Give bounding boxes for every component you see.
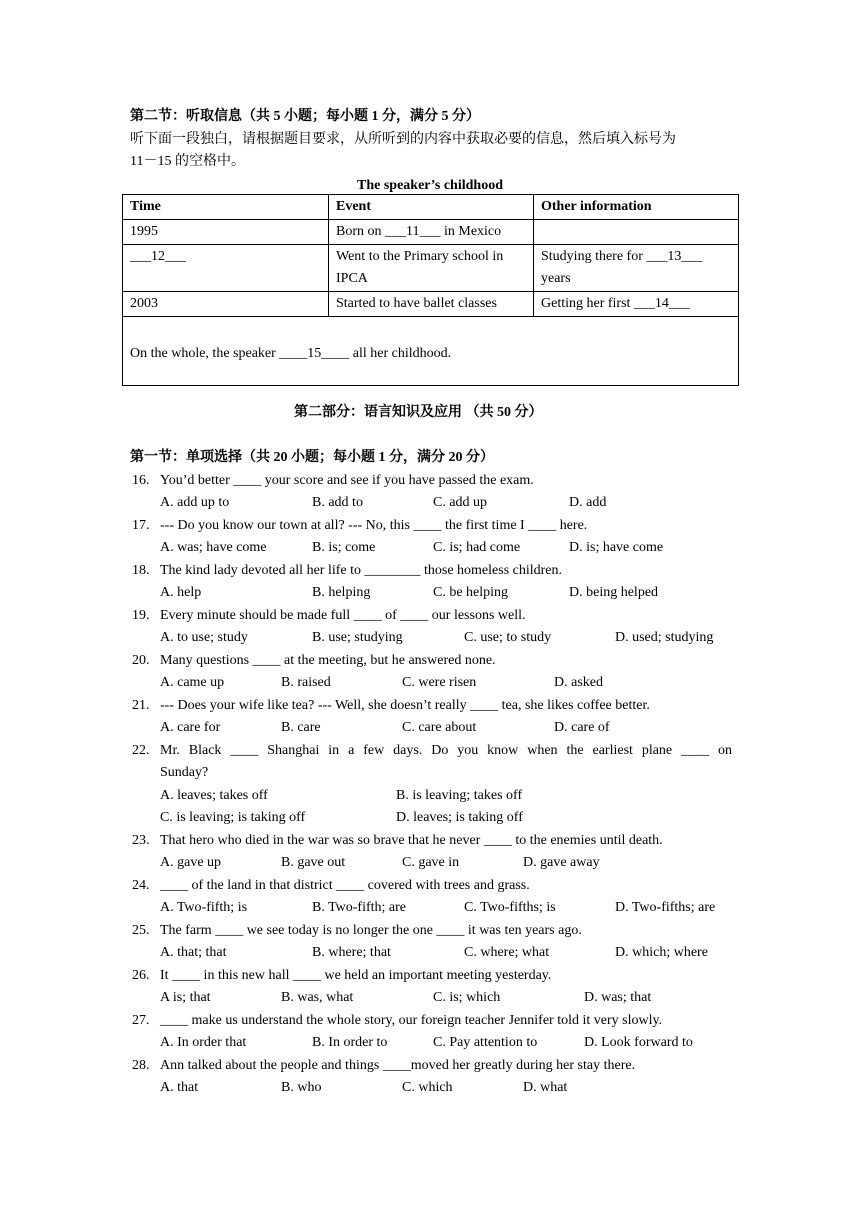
table-row	[123, 220, 739, 245]
cell-other-info: Getting her first ___14___	[534, 292, 739, 317]
answer-option: A. that; that	[160, 945, 227, 960]
question-text: It ____ in this new hall ____ we held an important meeting yesterday.	[160, 968, 552, 983]
section2-instruction-line2: 11－15 的空格中。	[130, 154, 245, 169]
answer-option: C. Pay attention to	[433, 1035, 538, 1050]
answer-option: C. add up	[433, 495, 488, 510]
answer-option: A is; that	[160, 990, 211, 1005]
section2-instruction-line1: 听下面一段独白，请根据题目要求，从所听到的内容中获取必要的信息，然后填入标号为	[130, 132, 676, 147]
section1-title: 第一节：单项选择（共 20 小题；每小题 1 分，满分 20 分）	[130, 450, 494, 465]
answer-option: A. leaves; takes off	[160, 788, 268, 803]
table-header-row	[123, 195, 739, 220]
answer-option: B. where; that	[312, 945, 391, 960]
answer-option: D. asked	[554, 675, 603, 690]
question-stem	[132, 515, 587, 537]
question-text: Ann talked about the people and things ____moved her greatly during her stay there.	[160, 1058, 636, 1073]
question-text: ____ make us understand the whole story, our foreign teacher Jennifer told it very slowly.	[160, 1013, 663, 1028]
question-stem	[132, 1055, 635, 1077]
question-stem	[132, 830, 663, 852]
question-text: Every minute should be made full ____ of ____ our lessons well.	[160, 608, 526, 623]
question-number: 21.	[132, 698, 150, 713]
question-stem	[132, 605, 526, 627]
answer-option: B. add to	[312, 495, 363, 510]
answer-option: B. care	[281, 720, 321, 735]
question-number: 27.	[132, 1013, 150, 1028]
table-caption: The speaker’s childhood	[357, 178, 503, 193]
question-number: 26.	[132, 968, 150, 983]
question-text: You’d better ____ your score and see if you have passed the exam.	[160, 473, 534, 488]
answer-option: C. use; to study	[464, 630, 552, 645]
answer-option: C. is leaving; is taking off	[160, 810, 306, 825]
question-stem	[132, 920, 582, 942]
question-stem	[132, 875, 530, 897]
answer-option: B. use; studying	[312, 630, 403, 645]
answer-option: D. used; studying	[615, 630, 714, 645]
answer-option: D. Look forward to	[584, 1035, 693, 1050]
question-text: That hero who died in the war was so brave that he never ____ to the enemies until death.	[160, 833, 663, 848]
answer-option: D. what	[523, 1080, 568, 1095]
answer-option: B. raised	[281, 675, 331, 690]
question-text: The farm ____ we see today is no longer the one ____ it was ten years ago.	[160, 923, 582, 938]
answer-option: B. is; come	[312, 540, 376, 555]
answer-option: A. that	[160, 1080, 199, 1095]
answer-option: A. was; have come	[160, 540, 267, 555]
question-stem	[132, 470, 534, 492]
part2-title: 第二部分：语言知识及应用 （共 50 分）	[294, 405, 543, 420]
cell-event: Born on ___11___ in Mexico	[329, 220, 534, 245]
section2-title: 第二节：听取信息（共 5 小题；每小题 1 分，满分 5 分）	[130, 109, 480, 124]
answer-option: B. was, what	[281, 990, 354, 1005]
answer-option: B. Two-fifth; are	[312, 900, 407, 915]
question-stem	[132, 1010, 662, 1032]
answer-option: C. were risen	[402, 675, 477, 690]
answer-option: C. Two-fifths; is	[464, 900, 556, 915]
cell-time: ___12___	[123, 245, 329, 292]
question-text: --- Do you know our town at all? --- No, this ____ the first time I ____ here.	[160, 518, 588, 533]
answer-option: A. Two-fifth; is	[160, 900, 248, 915]
cell-event: Started to have ballet classes	[329, 292, 534, 317]
question-text: --- Does your wife like tea? --- Well, she doesn’t really ____ tea, she likes coffee better.	[160, 698, 650, 713]
cell-event: Went to the Primary school in IPCA	[329, 245, 534, 292]
question-number: 23.	[132, 833, 150, 848]
answer-option: C. which	[402, 1080, 453, 1095]
answer-option: A. gave up	[160, 855, 222, 870]
question-number: 24.	[132, 878, 150, 893]
question-stem	[132, 965, 551, 987]
answer-option: B. In order to	[312, 1035, 388, 1050]
question-stem	[132, 695, 650, 717]
question-number: 25.	[132, 923, 150, 938]
answer-option: C. care about	[402, 720, 477, 735]
header-other-info: Other information	[534, 195, 739, 220]
question-number: 22.	[132, 743, 150, 758]
answer-option: D. care of	[554, 720, 610, 735]
summary-cell: On the whole, the speaker ____15____ all her childhood.	[123, 317, 739, 386]
answer-option: A. came up	[160, 675, 225, 690]
answer-option: D. gave away	[523, 855, 600, 870]
answer-option: A. to use; study	[160, 630, 248, 645]
question-number: 16.	[132, 473, 150, 488]
answer-option: B. who	[281, 1080, 322, 1095]
cell-time: 1995	[123, 220, 329, 245]
question-text: Many questions ____ at the meeting, but he answered none.	[160, 653, 496, 668]
cell-other-info	[534, 220, 739, 245]
answer-option: D. which; where	[615, 945, 708, 960]
table-summary-row	[123, 317, 739, 386]
answer-option: D. Two-fifths; are	[615, 900, 716, 915]
question-number: 19.	[132, 608, 150, 623]
answer-option: D. being helped	[569, 585, 659, 600]
cell-other-info: Studying there for ___13___ years	[534, 245, 739, 292]
question-number: 28.	[132, 1058, 150, 1073]
answer-option: D. add	[569, 495, 607, 510]
cell-time: 2003	[123, 292, 329, 317]
answer-option: B. gave out	[281, 855, 346, 870]
childhood-table	[122, 194, 739, 386]
answer-option: C. be helping	[433, 585, 509, 600]
question-stem	[132, 740, 732, 762]
answer-option: A. help	[160, 585, 202, 600]
question-number: 20.	[132, 653, 150, 668]
answer-option: C. where; what	[464, 945, 550, 960]
question-number: 17.	[132, 518, 150, 533]
answer-option: B. helping	[312, 585, 371, 600]
answer-option: C. gave in	[402, 855, 460, 870]
table-row	[123, 292, 739, 317]
answer-option: A. care for	[160, 720, 221, 735]
question-text-continued: Sunday?	[160, 765, 209, 780]
table-row	[123, 245, 739, 292]
question-number: 18.	[132, 563, 150, 578]
question-text: ____ of the land in that district ____ covered with trees and grass.	[160, 878, 530, 893]
question-stem	[132, 560, 562, 582]
question-stem	[132, 650, 496, 672]
header-time: Time	[123, 195, 329, 220]
answer-option: D. was; that	[584, 990, 652, 1005]
answer-option: C. is; had come	[433, 540, 521, 555]
question-text: The kind lady devoted all her life to ________ those homeless children.	[160, 563, 563, 578]
question-text: Mr. Black ____ Shanghai in a few days. Do you know when the earliest plane ____ on	[160, 743, 732, 758]
answer-option: A. add up to	[160, 495, 230, 510]
answer-option: B. is leaving; takes off	[396, 788, 523, 803]
answer-option: A. In order that	[160, 1035, 247, 1050]
answer-option: C. is; which	[433, 990, 501, 1005]
header-event: Event	[329, 195, 534, 220]
answer-option: D. leaves; is taking off	[396, 810, 523, 825]
answer-option: D. is; have come	[569, 540, 664, 555]
